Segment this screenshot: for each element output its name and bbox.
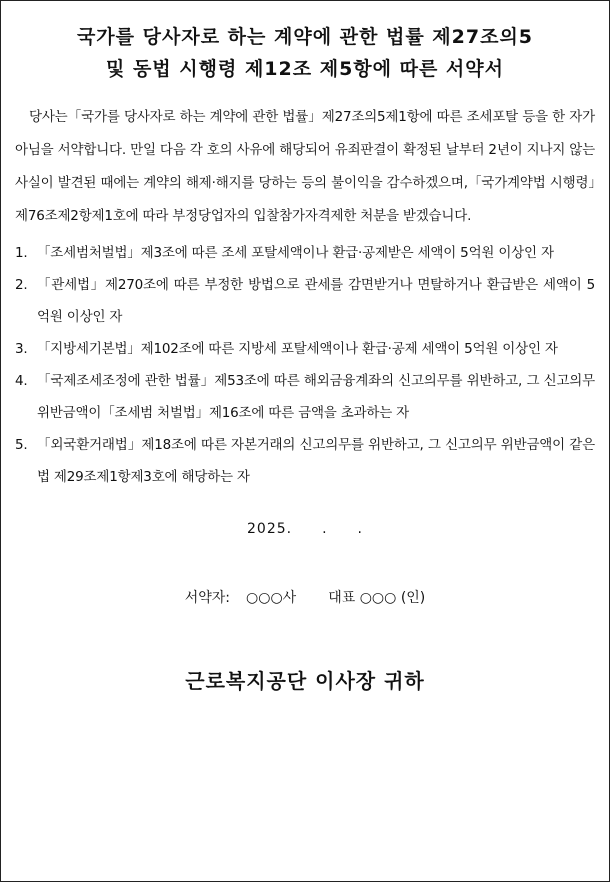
item-number: 1. (15, 245, 28, 261)
seal-mark: (인) (400, 590, 426, 606)
representative-label: 대표 (328, 590, 356, 606)
date-month-separator: . (322, 521, 328, 537)
list-item (15, 365, 595, 429)
signer-label: 서약자: (184, 590, 231, 606)
item-number: 4. (15, 373, 28, 389)
item-text: 「관세법」제270조에 따른 부정한 방법으로 관세를 감면받거나 면탈하거나 환급받은 세액이 5억원 이상인 자 (37, 277, 595, 325)
item-number: 3. (15, 341, 28, 357)
signer-company: ○○○사 (246, 590, 297, 606)
list-item (15, 429, 595, 493)
title-line-1: 국가를 당사자로 하는 계약에 관한 법률 제27조의5 (76, 26, 534, 48)
pledge-date (15, 521, 595, 537)
intro-paragraph: 당사는「국가를 당사자로 하는 계약에 관한 법률」제27조의5제1항에 따른 조세포탈 등을 한 자가 아님을 서약합니다. 만일 다음 각 호의 사유에 해당되어 유죄판결이 확정된 날부터 2년이 지나지 않는 사실이 발견된 때에는 계약의 해제·해지를 당하는 등의 불이익을 감수하겠으며,「국가계약법 시행령」제76조제2항제1호에 따라 부정당업자의 입찰참가자격제한 처분을 받겠습니다. (15, 109, 595, 224)
recipient: 근로복지공단 이사장 귀하 (185, 669, 425, 693)
title-line-2: 및 동법 시행령 제12조 제5항에 따른 서약서 (105, 58, 504, 80)
list-item (15, 237, 595, 269)
item-number: 5. (15, 437, 28, 453)
condition-list (15, 237, 595, 493)
list-item (15, 269, 595, 333)
signature-line (15, 587, 595, 607)
item-text: 「지방세기본법」제102조에 따른 지방세 포탈세액이나 환급·공제 세액이 5억원 이상인 자 (37, 341, 558, 357)
item-text: 「조세범처벌법」제3조에 따른 조세 포탈세액이나 환급·공제받은 세액이 5억원 이상인 자 (37, 245, 554, 261)
item-number: 2. (15, 277, 28, 293)
date-day-separator: . (357, 521, 363, 537)
document-title (15, 1, 595, 85)
representative-name: ○○○ (359, 590, 397, 606)
item-text: 「외국환거래법」제18조에 따른 자본거래의 신고의무를 위반하고, 그 신고의무 위반금액이 같은 법 제29조제1항제3호에 해당하는 자 (37, 437, 595, 485)
date-year: 2025. (247, 521, 293, 537)
list-item (15, 333, 595, 365)
item-text: 「국제조세조정에 관한 법률」제53조에 따른 해외금융계좌의 신고의무를 위반하고, 그 신고의무 위반금액이「조세범 처벌법」제16조에 따른 금액을 초과하는 자 (37, 373, 595, 421)
